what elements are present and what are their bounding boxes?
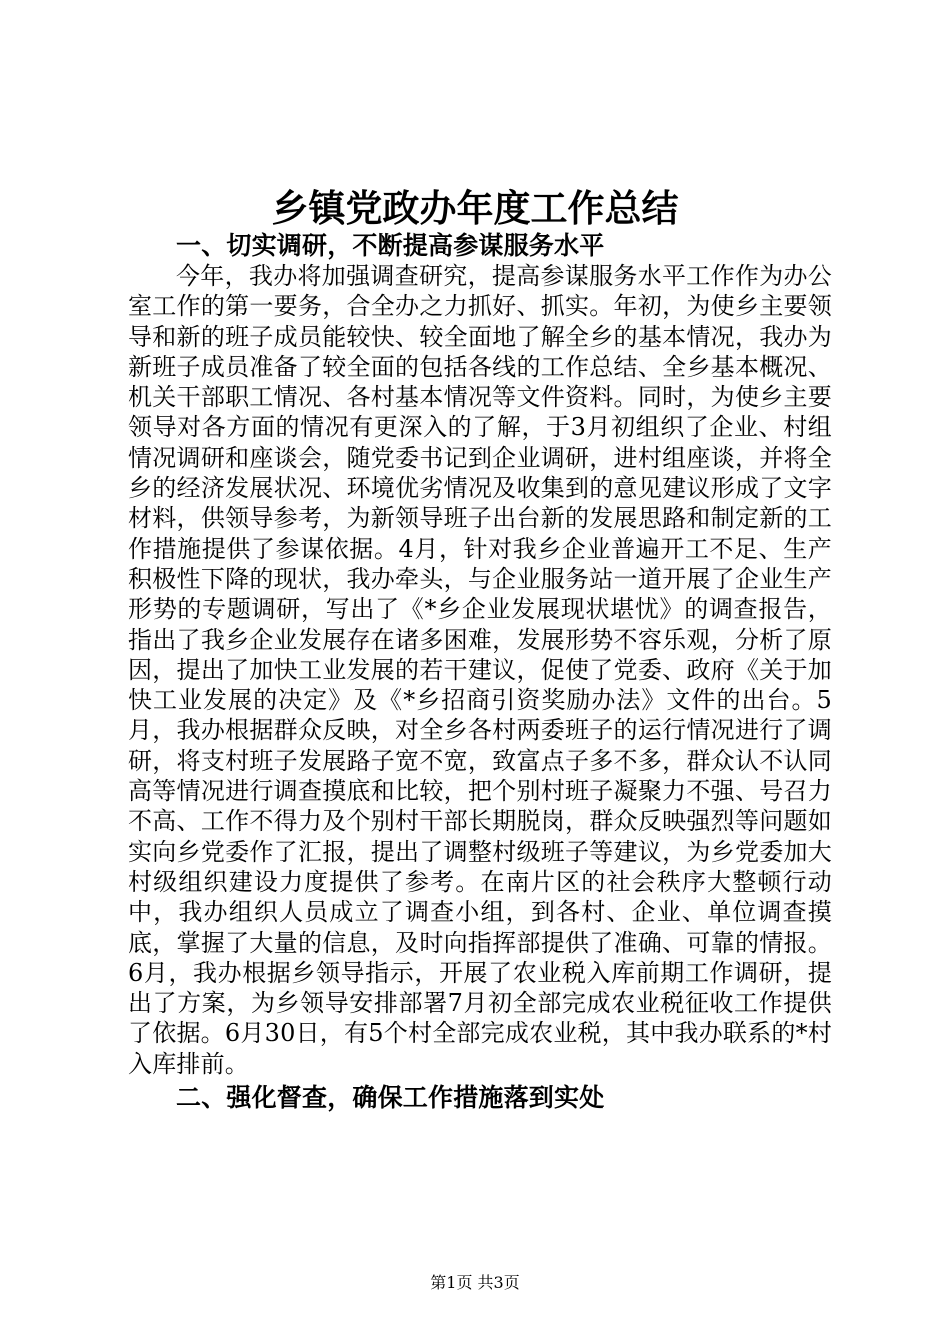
- section-1-paragraph: 今年，我办将加强调查研究，提高参谋服务水平工作作为办公室工作的第一要务，合全办之力抓好、抓实。年初，为使乡主要领导和新的班子成员能较快、较全面地了解全乡的基本情况，我办为新班子成员准备了较全面的包括各线的工作总结、全乡基本概况、机关干部职工情况、各村基本情况等文件资料。同时，为使乡主要领导对各方面的情况有更深入的了解，于3月初组织了企业、村组情况调研和座谈会，随党委书记到企业调研，进村组座谈，并将全乡的经济发展状况、环境优劣情况及收集到的意见建议形成了文字材料，供领导参考，为新领导班子出台新的发展思路和制定新的工作措施提供了参谋依据。4月，针对我乡企业普遍开工不足、生产积极性下降的现状，我办牵头，与企业服务站一道开展了企业生产形势的专题调研，写出了《*乡企业发展现状堪忧》的调查报告，指出了我乡企业发展存在诸多困难，发展形势不容乐观，分析了原因，提出了加快工业发展的若干建议，促使了党委、政府《关于加快工业发展的决定》及《*乡招商引资奖励办法》文件的出台。5月，我办根据群众反映，对全乡各村两委班子的运行情况进行了调研，将支村班子发展路子宽不宽，致富点子多不多，群众认不认同高等情况进行调查摸底和比较，把个别村班子凝聚力不强、号召力不高、工作不得力及个别村干部长期脱岗，群众反映强烈等问题如实向乡党委作了汇报，提出了调整村级班子等建议，为乡党委加大村级组织建设力度提供了参考。在南片区的社会秩序大整顿行动中，我办组织人员成立了调查小组，到各村、企业、单位调查摸底，掌握了大量的信息，及时向指挥部提供了准确、可靠的情报。6月，我办根据乡领导指示，开展了农业税入库前期工作调研，提出了方案，为乡领导安排部署7月初全部完成农业税征收工作提供了依据。6月30日，有5个村全部完成农业税，其中我办联系的*村入库排前。: [128, 262, 832, 1078]
- document-body: [128, 231, 832, 1113]
- page-number-footer: 第1页 共3页: [430, 1273, 520, 1292]
- document-title: 乡镇党政办年度工作总结: [271, 186, 679, 230]
- section-1-heading: 一、切实调研，不断提高参谋服务水平: [176, 231, 605, 260]
- section-2-heading: 二、强化督查，确保工作措施落到实处: [176, 1083, 605, 1113]
